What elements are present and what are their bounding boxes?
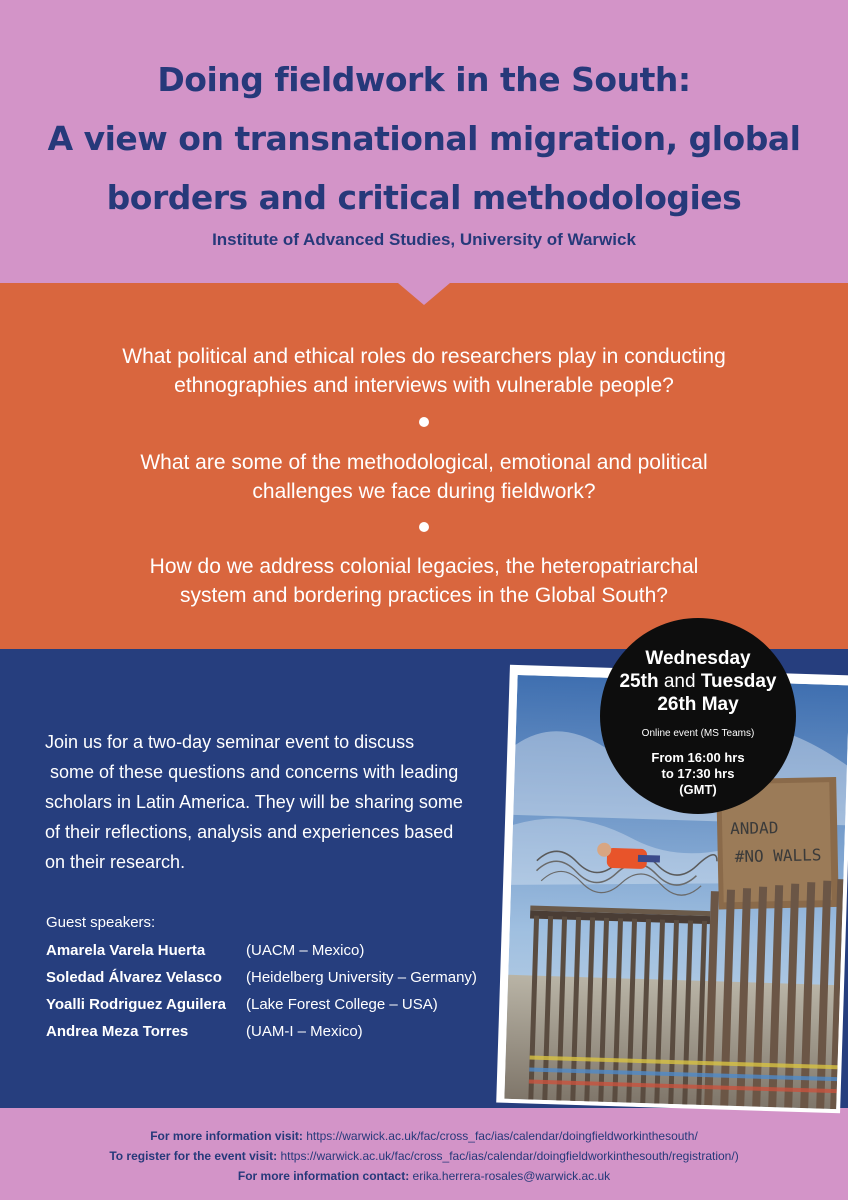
question-3-line-1: How do we address colonial legacies, the heteropatriarchal [149,555,699,578]
time-end: to 17:30 hrs [661,766,735,781]
question-2-line-2: challenges we face during fieldwork? [252,480,596,503]
speaker-affiliation: (Heidelberg University – Germany) [246,969,477,986]
speakers-heading: Guest speakers: [46,914,156,931]
wall-graffiti-2: #NO WALLS [734,845,822,867]
institute-name: Institute of Advanced Studies, University of Warwick [212,230,636,249]
header-pointer [398,283,450,305]
question-2-line-1: What are some of the methodological, emotional and political [140,451,708,474]
speaker-name: Soledad Álvarez Velasco [46,969,222,986]
speaker-affiliation: (Lake Forest College – USA) [246,996,438,1013]
speaker-name: Andrea Meza Torres [46,1023,189,1040]
speaker-affiliation: (UAM-I – Mexico) [246,1023,363,1040]
time-zone: (GMT) [679,782,717,797]
title-line-3: borders and critical methodologies [106,178,742,217]
intro-line: on their research. [45,852,186,872]
speaker-affiliation: (UACM – Mexico) [246,942,365,959]
date-day-1: 25th [619,671,659,692]
info-line [0,1129,848,1143]
intro-line: of their reflections, analysis and experiences based [45,822,454,842]
contact-email[interactable]: erika.herrera-rosales@warwick.ac.uk [412,1169,611,1183]
time-start: From 16:00 hrs [651,750,745,765]
date-badge [600,618,796,814]
date-conjunction: and [658,671,701,692]
contact-line [0,1169,848,1183]
questions-section [0,283,848,649]
question-1-line-2: ethnographies and interviews with vulnerable people? [174,374,674,397]
contact-label: For more information contact: [237,1169,410,1183]
online-platform: Online event (MS Teams) [641,728,755,739]
wall-graffiti-1: ANDAD [729,818,779,839]
register-label: To register for the event visit: [109,1149,278,1163]
title-line-2: A view on transnational migration, global [47,119,801,158]
footer-section [0,1108,848,1200]
title-line-1: Doing fieldwork in the South: [157,60,691,99]
register-link[interactable]: https://warwick.ac.uk/fac/cross_fac/ias/calendar/doingfieldworkinthesouth/registration/) [280,1149,739,1163]
intro-line: some of these questions and concerns with leading [45,762,459,782]
speaker-name: Amarela Varela Huerta [46,942,206,959]
bullet-separator-1 [419,417,429,427]
intro-line: Join us for a two-day seminar event to discuss [45,732,415,752]
date-line-3: 26th May [657,694,739,715]
question-2 [60,448,788,506]
register-line [0,1149,848,1163]
question-3-line-2: system and bordering practices in the Global South? [180,584,668,607]
event-title [0,50,848,227]
date-line-1: Wednesday [645,648,751,669]
date-day-2: Tuesday [700,671,777,692]
date-line-2 [600,671,796,693]
intro-line: scholars in Latin America. They will be sharing some [45,792,463,812]
question-1-line-1: What political and ethical roles do researchers play in conducting [122,345,726,368]
header-section [0,0,848,283]
question-3 [60,552,788,610]
bullet-separator-2 [419,522,429,532]
info-link[interactable]: https://warwick.ac.uk/fac/cross_fac/ias/calendar/doingfieldworkinthesouth/ [306,1129,698,1143]
question-1 [60,342,788,400]
speaker-name: Yoalli Rodriguez Aguilera [46,996,227,1013]
info-label: For more information visit: [150,1129,303,1143]
intro-paragraph [45,727,495,877]
